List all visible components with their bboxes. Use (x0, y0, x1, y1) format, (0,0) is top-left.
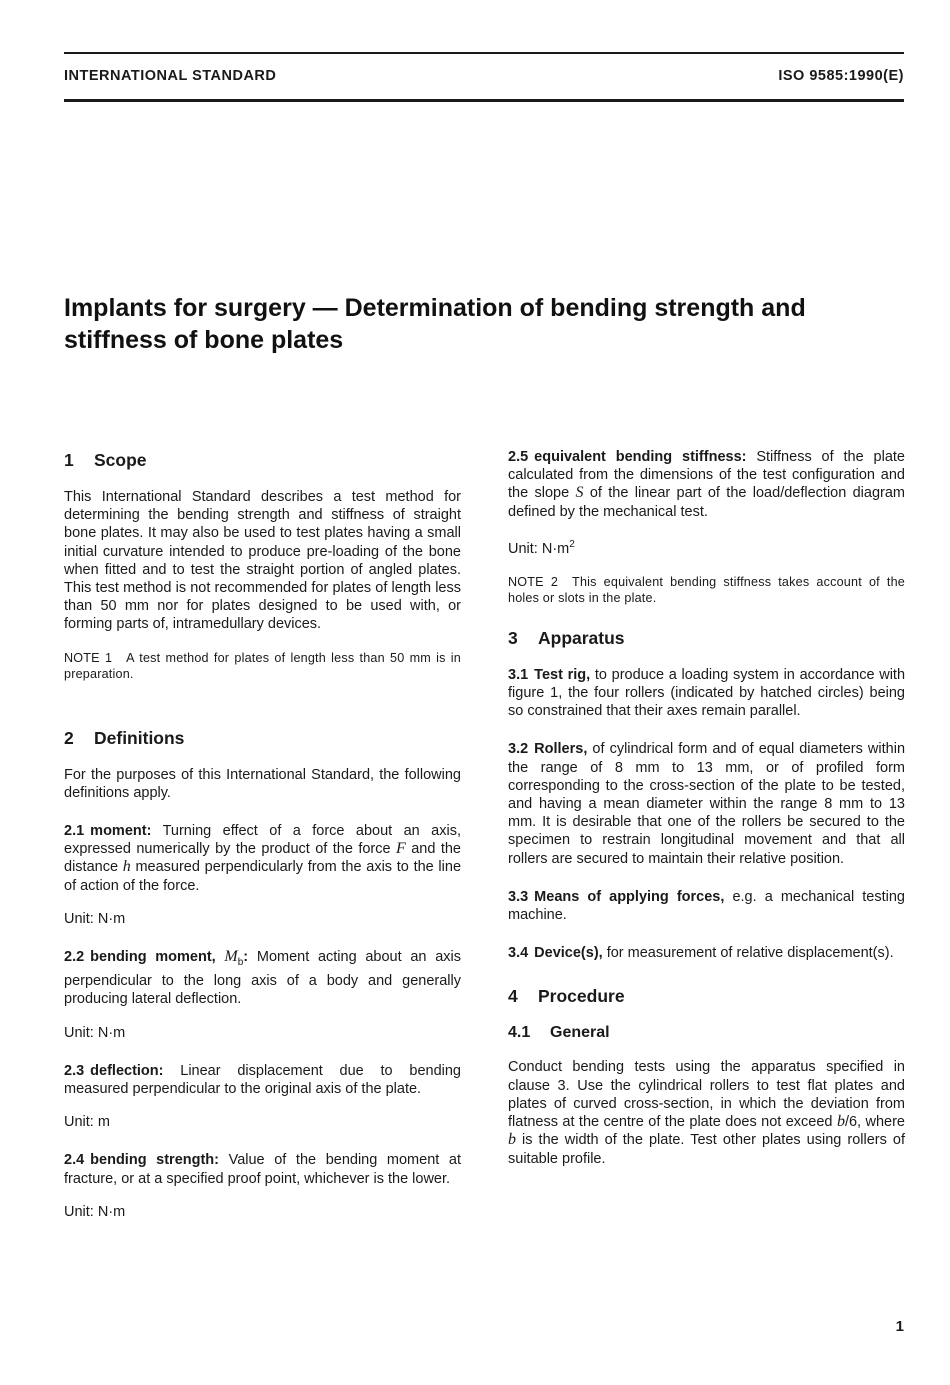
unit-equivalent-bending-stiffness: Unit: $N\cdot m^2$ (508, 538, 575, 557)
definition-deflection: 2.3 deflection: Linear displacement due to bending measured perpendicular to the original axis of the plate. (64, 1062, 462, 1097)
title-line-2: stiffness of bone plates (64, 326, 344, 354)
procedure-general-paragraph: Conduct bending tests using the apparatus specified in clause 3. Use the cylindrical rollers to test flat plates and plates of curved cross-section, in which the deviation from flatness at the centre of the plate does not exceed b/6, where b is the width of the plate. Test other plates using rollers of suitable profile. (508, 1059, 905, 1167)
document-type-label: INTERNATIONAL STANDARD (64, 68, 277, 84)
note-2: NOTE 2 This equivalent bending stiffness takes account of the holes or slots in the plate. (508, 574, 906, 605)
subsection-heading-general: 4.1 General (508, 1024, 610, 1042)
note-1: NOTE 1 A test method for plates of length less than 50 mm is in preparation. (64, 650, 462, 681)
unit-bending-moment: Unit: N·m (64, 1024, 126, 1041)
section-heading-scope: 1 Scope (64, 450, 147, 470)
standard-number: ISO 9585:1990(E) (778, 68, 904, 84)
section-heading-procedure: 4 Procedure (508, 986, 625, 1007)
scope-paragraph: This International Standard describes a test method for determining the bending strength and stiffness of straight bone plates. It may also be used to test plates having a small initial curvature intended to produce pre-loading of the bone when fitted and to test the straight portion of angled plates. This test method is not recommended for plates of length less than 50 mm nor for plates designed to be used with, or forming parts of, intramedullary devices. (64, 489, 461, 633)
unit-bending-strength: Unit: N·m (64, 1203, 126, 1220)
definition-bending-moment: 2.2 bending moment, $M_b$: Moment acting about an axis perpendicular to the long axis of a body and generally producing lateral deflection. (64, 948, 461, 1008)
unit-moment: Unit: N·m (64, 910, 126, 927)
left-column (64, 448, 461, 1221)
document-title (64, 292, 884, 356)
unit-deflection: Unit: m (64, 1114, 110, 1131)
definitions-intro: For the purposes of this International Standard, the following definitions apply. (64, 766, 461, 801)
page-number: 1 (895, 1318, 904, 1335)
apparatus-test-rig: 3.1 Test rig, to produce a loading system in accordance with figure 1, the four rollers (indicated by hatched circles) being so constrained that their axes remain parallel. (508, 666, 906, 720)
apparatus-means-of-applying-forces: 3.3 Means of applying forces, e.g. a mechanical testing machine. (508, 888, 905, 924)
section-heading-definitions: 2 Definitions (64, 727, 185, 748)
definition-moment: 2.1 moment: Turning effect of a force about an axis, expressed numerically by the product of the force F and the distance h measured perpendicularly from the axis to the line of action of the force. (64, 823, 462, 894)
definition-equivalent-bending-stiffness: 2.5 equivalent bending stiffness: Stiffness of the plate calculated from the dimensions of the test configuration and the slope S of the linear part of the load/deflection diagram defined by the mechanical test. (508, 449, 906, 520)
header-bottom-rule (64, 99, 904, 102)
header-top-rule (64, 52, 904, 54)
right-column (508, 448, 905, 1168)
apparatus-rollers: 3.2 Rollers, of cylindrical form and of equal diameters within the range of 8 mm to 13 mm, or of profiled form corresponding to the cross-section of the plate to be tested, and having a mean diameter within the range 8 mm to 13 mm. It is desirable that one of the rollers be secured to the specimen to restrain longitudinal movement and that all rollers are secured to maintain their relative position. (508, 741, 906, 867)
title-line-1: Implants for surgery — Determination of bending strength and (64, 294, 806, 322)
section-heading-apparatus: 3 Apparatus (508, 627, 625, 648)
definition-bending-strength: 2.4 bending strength: Value of the bending moment at fracture, or at a specified proof point, whichever is the lower. (64, 1152, 461, 1187)
apparatus-devices: 3.4 Device(s), for measurement of relative displacement(s). (508, 945, 894, 962)
